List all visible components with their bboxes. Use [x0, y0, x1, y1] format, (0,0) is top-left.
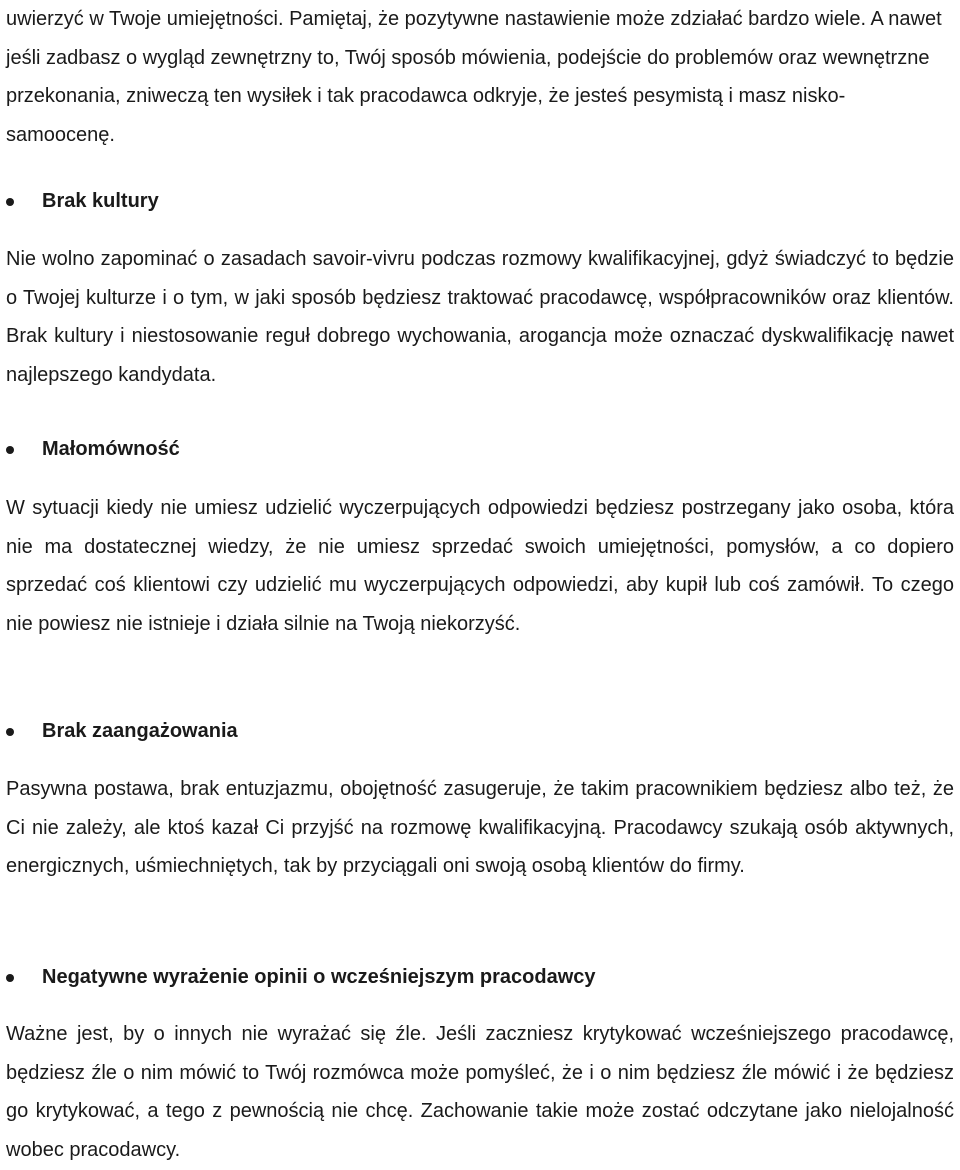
bullet-icon — [6, 198, 14, 206]
bullet-icon — [6, 974, 14, 982]
section-heading-text: Negatywne wyrażenie opinii o wcześniejszym pracodawcy — [42, 966, 596, 988]
section-heading-text: Małomówność — [42, 438, 180, 460]
section-paragraph-brak-kultury: Nie wolno zapominać o zasadach savoir-vivru podczas rozmowy kwalifikacyjnej, gdyż świadczyć to będzie o Twojej kulturze i o tym, w jaki sposób będziesz traktować pracodawcę, współpracowników oraz klientów. Brak kultury i niestosowanie reguł dobrego wychowania, arogancja może oznaczać dyskwalifikację nawet najlepszego kandydata. — [6, 248, 954, 387]
bullet-icon — [6, 728, 14, 736]
bullet-icon — [6, 446, 14, 454]
section-heading-negatywne-wyrazenie-opinii — [6, 962, 946, 992]
section-paragraph-brak-zaangazowania: Pasywna postawa, brak entuzjazmu, obojętność zasugeruje, że takim pracownikiem będziesz albo też, że Ci nie zależy, ale ktoś kazał Ci przyjść na rozmowę kwalifikacyjną. Pracodawcy szukają osób aktywnych, energicznych, uśmiechniętych, tak by przyciągali oni swoją osobą klientów do firmy. — [6, 778, 954, 878]
section-paragraph-malomownosc: W sytuacji kiedy nie umiesz udzielić wyczerpujących odpowiedzi będziesz postrzegany jako osoba, która nie ma dostatecznej wiedzy, że nie umiesz sprzedać swoich umiejętności, pomysłów, a co dopiero sprzedać coś klientowi czy udzielić mu wyczerpujących odpowiedzi, aby kupił lub coś zamówił. To czego nie powiesz nie istnieje i działa silnie na Twoją niekorzyść. — [6, 497, 954, 636]
section-heading-brak-kultury — [6, 186, 946, 216]
section-heading-text: Brak zaangażowania — [42, 720, 238, 742]
section-heading-brak-zaangazowania — [6, 716, 946, 746]
section-paragraph-negatywne-wyrazenie-opinii: Ważne jest, by o innych nie wyrażać się źle. Jeśli zaczniesz krytykować wcześniejszego pracodawcę, będziesz źle o nim mówić to Twój rozmówca może pomyśleć, że i o nim będziesz źle mówić i że będziesz go krytykować, a tego z pewnością nie chcę. Zachowanie takie może zostać odczytane jako nielojalność wobec pracodawcy. — [6, 1023, 954, 1162]
intro-paragraph: uwierzyć w Twoje umiejętności. Pamiętaj, że pozytywne nastawienie może zdziałać bardzo wiele. A nawet jeśli zadbasz o wygląd zewnętrzny to, Twój sposób mówienia, podejście do problemów oraz wewnętrzne przekonania, zniweczą ten wysiłek i tak pracodawca odkryje, że jesteś pesymistą i masz nisko- samoocenę. — [6, 8, 942, 147]
section-heading-malomownosc — [6, 434, 946, 464]
section-heading-text: Brak kultury — [42, 190, 159, 212]
